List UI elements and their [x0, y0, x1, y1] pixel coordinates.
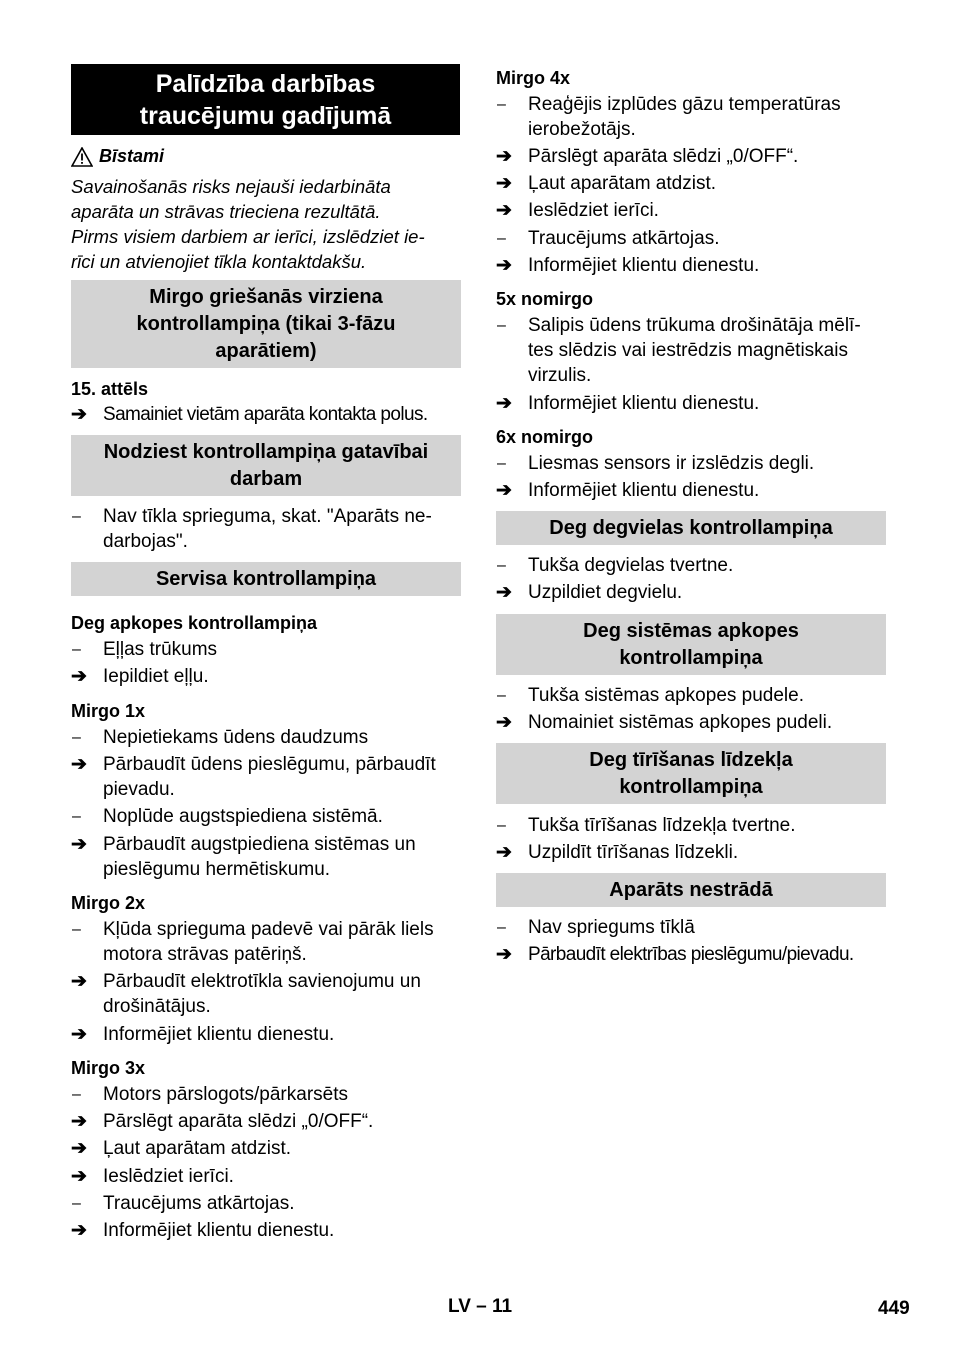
subheading: 6x nomirgo [496, 427, 594, 447]
subheading: Mirgo 2x [71, 893, 146, 913]
item-text: Tukša degvielas tvertne. [528, 555, 734, 576]
section-title-line: Deg tīrīšanas līdzekļa [589, 748, 793, 771]
list-item-continued [71, 994, 211, 1019]
item-text: Traucējums atkārtojas. [528, 228, 720, 249]
arrow-icon: ➔ [71, 834, 87, 855]
section-title-line: aparātiem) [215, 339, 317, 362]
warning-triangle-icon [71, 147, 93, 167]
list-item [496, 683, 804, 708]
item-text: pievadu. [103, 779, 175, 800]
list-item [71, 1164, 234, 1189]
section-detergent-lamp [496, 743, 886, 804]
dash-marker: – [72, 808, 81, 825]
warning-label: Bīstami [99, 146, 165, 166]
list-item-continued [496, 338, 848, 363]
list-item [496, 391, 759, 416]
section-title-line: kontrollampiņa [619, 775, 763, 798]
item-text: Nav spriegums tīklā [528, 917, 695, 938]
list-item [71, 664, 209, 689]
arrow-icon: ➔ [71, 1111, 87, 1132]
section-title-line: Aparāts nestrādā [609, 878, 773, 901]
footer-section-number: 11 [492, 1296, 513, 1317]
warning-text [71, 174, 461, 274]
dash-marker: – [497, 96, 506, 113]
dash-marker: – [497, 687, 506, 704]
section-service-lamp [71, 562, 461, 596]
item-text: Informējiet klientu dienestu. [528, 255, 760, 276]
list-item-continued [496, 363, 591, 388]
list-item [496, 580, 682, 605]
item-text: Noplūde augstspiediena sistēmā. [103, 806, 383, 827]
item-text: darbojas". [103, 531, 188, 552]
item-text: pieslēgumu hermētiskumu. [103, 859, 331, 880]
list-item [496, 478, 759, 503]
section-title-line: Mirgo griešanās virziena [149, 285, 383, 308]
item-text: Traucējums atkārtojas. [103, 1193, 295, 1214]
section-title-line: Servisa kontrollampiņa [155, 567, 377, 590]
list-item [496, 942, 896, 967]
warning-line: Pirms visiem darbiem ar ierīci, izslēdziet ie- [71, 226, 425, 247]
section-title-line: kontrollampiņa [619, 646, 763, 669]
list-item [496, 840, 738, 865]
list-item [71, 1136, 291, 1161]
arrow-icon: ➔ [71, 1138, 87, 1159]
footer-language [448, 1296, 512, 1318]
list-item [496, 253, 759, 278]
list-item [71, 1082, 348, 1107]
dash-marker: – [72, 1086, 81, 1103]
section-title-line: kontrollampiņa (tikai 3-fāzu [136, 312, 396, 335]
item-text: Tukša tīrīšanas līdzekļa tvertne. [528, 815, 796, 836]
item-text: ierobežotājs. [528, 119, 636, 140]
item-text: tes slēdzis vai iestrēdzis magnētiskais [528, 340, 848, 361]
dash-marker: – [497, 919, 506, 936]
item-text: Pārslēgt aparāta slēdzi „0/OFF“. [528, 146, 799, 167]
section-device-not-working [496, 873, 886, 907]
arrow-icon: ➔ [496, 582, 512, 603]
item-text: Tukša sistēmas apkopes pudele. [528, 685, 805, 706]
warning-line: aparāta un strāvas trieciena rezultātā. [71, 201, 381, 222]
arrow-icon: ➔ [71, 666, 87, 687]
arrow-icon: ➔ [496, 255, 512, 276]
item-text: Ieslēdziet ierīci. [103, 1166, 234, 1187]
list-item [496, 451, 814, 476]
item-text: Informējiet klientu dienestu. [528, 480, 760, 501]
item-text: Nav tīkla sprieguma, skat. "Aparāts ne- [103, 506, 432, 527]
item-text: Pārbaudīt elektrības pieslēgumu/pievadu. [528, 944, 854, 965]
page-title [71, 64, 460, 135]
page-title-line1: Palīdzība darbības [155, 69, 376, 98]
item-text: Eļļas trūkums [103, 639, 218, 660]
list-item [71, 969, 421, 994]
list-item [496, 813, 796, 838]
subheading: Deg apkopes kontrollampiņa [71, 613, 318, 633]
list-item [496, 92, 841, 117]
item-text: Salipis ūdens trūkuma drošinātāja mēlī- [528, 315, 861, 336]
dash-marker: – [497, 230, 506, 247]
dash-marker: – [497, 557, 506, 574]
item-text: motora strāvas patēriņš. [103, 944, 307, 965]
list-item [496, 710, 832, 735]
section-title-line: Deg degvielas kontrollampiņa [549, 516, 833, 539]
item-text: Ieslēdziet ierīci. [528, 200, 659, 221]
section-fuel-lamp [496, 511, 886, 545]
dash-marker: – [72, 1195, 81, 1212]
list-item [71, 917, 434, 942]
footer-separator: – [476, 1296, 487, 1317]
list-item-continued [71, 942, 307, 967]
footer-lang-code: LV [448, 1296, 471, 1317]
dash-marker: – [497, 817, 506, 834]
arrow-icon: ➔ [496, 842, 512, 863]
page-number: 449 [878, 1298, 910, 1319]
warning-heading [71, 146, 164, 167]
section-title-line: Deg sistēmas apkopes [583, 619, 799, 642]
list-item [496, 313, 861, 338]
list-item [496, 915, 695, 940]
subheading: Mirgo 3x [71, 1058, 146, 1078]
list-item-continued [71, 529, 461, 554]
list-item [496, 171, 716, 196]
item-text: Kļūda sprieguma padevē vai pārāk liels [103, 919, 434, 940]
warning-line: Savainošanās risks nejauši iedarbināta [71, 176, 391, 197]
item-text: Uzpildiet degvielu. [528, 582, 683, 603]
section-title-line: Nodziest kontrollampiņa gatavībai [103, 440, 429, 463]
item-text: drošinātājus. [103, 996, 211, 1017]
item-text: Informējiet klientu dienestu. [103, 1024, 335, 1045]
item-text: Pārbaudīt elektrotīkla savienojumu un [103, 971, 421, 992]
list-item-continued [71, 857, 330, 882]
item-text: Informējiet klientu dienestu. [528, 393, 760, 414]
dash-marker: – [72, 641, 81, 658]
arrow-icon: ➔ [71, 754, 87, 775]
dash-marker: – [497, 455, 506, 472]
list-item [496, 553, 733, 578]
list-item [71, 504, 461, 529]
list-item [71, 402, 471, 427]
item-text: Uzpildīt tīrīšanas līdzekli. [528, 842, 739, 863]
list-item-continued [71, 777, 175, 802]
dash-marker: – [72, 729, 81, 746]
subheading: 5x nomirgo [496, 289, 594, 309]
subheading: Mirgo 4x [496, 68, 571, 88]
list-item [496, 144, 798, 169]
warning-line: rīci un atvienojiet tīkla kontaktdakšu. [71, 251, 367, 272]
list-item [71, 637, 217, 662]
item-text: virzulis. [528, 365, 592, 386]
list-item [71, 1191, 294, 1216]
arrow-icon: ➔ [496, 712, 512, 733]
item-text: Samainiet vietām aparāta kontakta polus. [103, 404, 428, 425]
item-text: Motors pārslogots/pārkarsēts [103, 1084, 348, 1105]
item-text: Ļaut aparātam atdzist. [528, 173, 716, 194]
arrow-icon: ➔ [71, 971, 87, 992]
arrow-icon: ➔ [71, 1166, 87, 1187]
arrow-icon: ➔ [496, 393, 512, 414]
list-item [71, 1218, 334, 1243]
section-system-care-lamp [496, 614, 886, 675]
item-text: Pārbaudīt ūdens pieslēgumu, pārbaudīt [103, 754, 436, 775]
arrow-icon: ➔ [71, 1024, 87, 1045]
arrow-icon: ➔ [71, 1220, 87, 1241]
item-text: Ļaut aparātam atdzist. [103, 1138, 291, 1159]
list-item [71, 1022, 334, 1047]
item-text: Informējiet klientu dienestu. [103, 1220, 335, 1241]
arrow-icon: ➔ [71, 404, 87, 425]
arrow-icon: ➔ [496, 146, 512, 167]
arrow-icon: ➔ [496, 173, 512, 194]
section-ready-lamp [71, 435, 461, 496]
item-text: Pārslēgt aparāta slēdzi „0/OFF“. [103, 1111, 374, 1132]
dash-marker: – [72, 921, 81, 938]
item-text: Iepildiet eļļu. [103, 666, 209, 687]
arrow-icon: ➔ [496, 944, 512, 965]
arrow-icon: ➔ [496, 480, 512, 501]
dash-marker: – [497, 317, 506, 334]
arrow-icon: ➔ [496, 200, 512, 221]
dash-marker: – [72, 508, 81, 525]
section-title-line: darbam [229, 467, 303, 490]
list-item [71, 1109, 373, 1134]
item-text: Nomainiet sistēmas apkopes pudeli. [528, 712, 833, 733]
page-title-line2: traucējumu gadījumā [139, 101, 392, 130]
item-text: Reaģējis izplūdes gāzu temperatūras [528, 94, 841, 115]
list-item [71, 832, 416, 857]
list-item [496, 226, 719, 251]
list-item-continued [496, 117, 636, 142]
list-item [71, 804, 383, 829]
item-text: Liesmas sensors ir izslēdzis degli. [528, 453, 815, 474]
figure-ref: 15. attēls [71, 379, 149, 399]
item-text: Nepietiekams ūdens daudzums [103, 727, 369, 748]
list-item [496, 198, 659, 223]
list-item [71, 752, 436, 777]
list-item [71, 725, 368, 750]
section-rotation-lamp [71, 280, 461, 368]
subheading: Mirgo 1x [71, 701, 146, 721]
item-text: Pārbaudīt augstpiediena sistēmas un [103, 834, 416, 855]
